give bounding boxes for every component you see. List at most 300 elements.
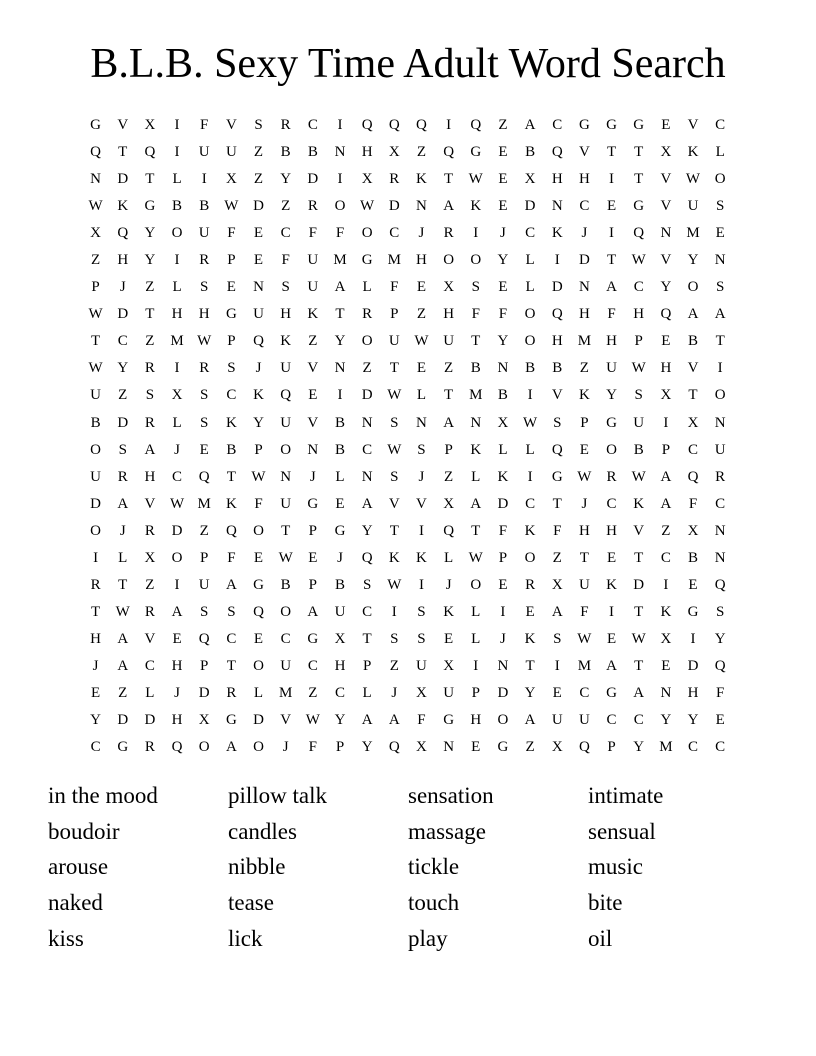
grid-cell-r9-c7: Q (253, 333, 264, 350)
grid-cell-r11-c5: S (200, 387, 209, 404)
grid-cell-r22-c13: X (416, 685, 427, 701)
grid-cell-r10-c20: U (606, 360, 617, 377)
grid-cell-r1-c21: G (633, 117, 645, 134)
grid-cell-r2-c1: Q (90, 144, 101, 161)
grid-cell-r3-c17: X (524, 171, 536, 188)
word-item: sensation (408, 783, 494, 808)
grid-cell-r8-c21: H (633, 306, 645, 323)
grid-cell-r15-c5: M (197, 495, 211, 512)
grid-cell-r6-c10: M (333, 252, 347, 269)
grid-cell-r6-c1: Z (90, 252, 101, 269)
grid-cell-r12-c5: S (200, 414, 209, 431)
grid-cell-r3-c20: I (609, 171, 615, 188)
grid-cell-r12-c4: L (172, 414, 182, 431)
grid-cell-r13-c4: J (174, 441, 180, 458)
grid-cell-r21-c6: T (226, 657, 236, 674)
word-item: nibble (228, 854, 286, 880)
grid-cell-r12-c17: W (522, 414, 538, 431)
grid-cell-r14-c8: N (280, 468, 292, 485)
grid-cell-r2-c20: T (606, 144, 617, 161)
grid-cell-r2-c5: U (198, 144, 210, 161)
grid-cell-r22-c12: J (391, 685, 398, 701)
grid-cell-r5-c10: F (335, 225, 345, 242)
grid-cell-r15-c11: A (361, 495, 373, 512)
grid-cell-r22-c2: Z (118, 685, 128, 701)
grid-cell-r6-c4: I (174, 252, 180, 269)
grid-cell-r16-c3: R (144, 522, 155, 539)
grid-cell-r14-c11: N (361, 468, 373, 485)
grid-cell-r14-c14: Z (444, 468, 454, 485)
grid-cell-r24-c3: R (144, 739, 155, 756)
grid-cell-r13-c13: S (417, 441, 426, 458)
grid-cell-r10-c24: I (717, 360, 723, 377)
word-item: sensual (588, 818, 656, 844)
grid-cell-r21-c21: T (634, 657, 644, 674)
grid-cell-r1-c18: C (552, 117, 563, 134)
grid-cell-r1-c5: F (200, 117, 209, 134)
grid-cell-r23-c21: C (633, 712, 644, 729)
grid-cell-r19-c4: A (171, 603, 183, 620)
grid-cell-r2-c19: V (578, 144, 590, 161)
grid-cell-r8-c1: W (88, 306, 103, 323)
grid-cell-r23-c10: Y (334, 712, 346, 729)
grid-row-8 (82, 301, 734, 328)
grid-row-7 (82, 274, 734, 301)
grid-cell-r24-c13: X (416, 739, 427, 756)
grid-cell-r1-c1: G (90, 117, 101, 134)
grid-row-21 (82, 653, 734, 680)
grid-cell-r19-c5: S (200, 603, 209, 620)
grid-cell-r3-c8: Y (280, 171, 292, 188)
grid-cell-r14-c17: I (527, 468, 533, 485)
grid-cell-r24-c12: Q (388, 739, 400, 756)
grid-cell-r2-c2: T (118, 144, 128, 161)
grid-cell-r17-c1: I (93, 549, 99, 566)
grid-cell-r20-c6: C (226, 630, 237, 647)
grid-cell-r23-c8: V (280, 712, 292, 729)
grid-cell-r3-c4: L (172, 171, 182, 188)
grid-cell-r11-c18: V (551, 387, 563, 404)
grid-cell-r23-c9: W (305, 712, 320, 729)
grid-cell-r9-c13: W (414, 333, 429, 350)
grid-cell-r22-c4: J (174, 685, 180, 701)
grid-cell-r20-c11: T (362, 630, 372, 647)
grid-cell-r24-c20: P (607, 739, 616, 756)
grid-row-2 (82, 139, 734, 166)
grid-cell-r17-c20: E (606, 549, 617, 566)
grid-cell-r11-c7: K (253, 387, 264, 404)
grid-cell-r10-c21: W (631, 360, 646, 377)
grid-cell-r5-c4: O (171, 225, 183, 242)
grid-cell-r18-c13: I (418, 576, 424, 593)
grid-cell-r21-c13: U (416, 657, 427, 674)
grid-cell-r15-c9: G (307, 495, 319, 512)
grid-cell-r16-c4: D (171, 522, 183, 539)
grid-cell-r16-c23: X (687, 522, 699, 539)
grid-cell-r5-c17: C (525, 225, 536, 242)
grid-cell-r20-c12: S (390, 630, 399, 647)
grid-cell-r17-c24: N (714, 549, 726, 566)
grid-cell-r12-c11: N (361, 414, 373, 431)
grid-cell-r4-c10: O (334, 198, 346, 215)
grid-cell-r16-c17: K (524, 522, 536, 539)
grid-cell-r6-c17: L (525, 252, 535, 269)
grid-cell-r21-c12: Z (389, 657, 399, 674)
grid-cell-r17-c5: P (200, 549, 209, 566)
grid-cell-r4-c4: B (172, 198, 183, 215)
grid-cell-r21-c10: H (334, 657, 346, 674)
grid-row-6 (82, 247, 734, 274)
grid-cell-r8-c6: G (225, 306, 237, 323)
grid-cell-r8-c15: F (471, 306, 480, 323)
grid-cell-r23-c5: X (198, 712, 210, 729)
grid-cell-r19-c16: I (500, 603, 506, 620)
grid-cell-r21-c1: J (92, 657, 99, 674)
grid-cell-r1-c12: Q (388, 117, 400, 134)
grid-cell-r21-c5: P (200, 657, 209, 674)
grid-cell-r12-c7: Y (253, 414, 264, 431)
grid-cell-r8-c23: A (687, 306, 699, 323)
grid-cell-r15-c13: V (416, 495, 427, 512)
grid-cell-r24-c15: E (471, 739, 481, 756)
grid-cell-r22-c8: M (279, 685, 293, 701)
grid-cell-r17-c4: O (171, 549, 183, 566)
grid-cell-r19-c14: K (443, 603, 455, 620)
grid-cell-r2-c24: L (715, 144, 725, 161)
grid-cell-r9-c16: Y (497, 333, 509, 350)
grid-cell-r20-c17: K (524, 630, 536, 647)
grid-cell-r12-c3: R (144, 414, 155, 431)
grid-cell-r8-c9: K (307, 306, 319, 323)
grid-cell-r8-c4: H (171, 306, 183, 323)
grid-cell-r22-c21: A (633, 685, 645, 701)
grid-cell-r19-c11: C (362, 603, 373, 620)
grid-cell-r13-c15: K (470, 441, 482, 458)
grid-cell-r2-c6: U (225, 144, 237, 161)
grid-cell-r16-c2: J (119, 522, 126, 539)
grid-cell-r21-c20: A (606, 657, 617, 674)
grid-cell-r18-c10: B (334, 576, 345, 593)
grid-cell-r19-c9: A (307, 603, 319, 620)
grid-cell-r15-c23: F (688, 495, 698, 512)
grid-cell-r18-c22: I (663, 576, 669, 593)
grid-cell-r1-c19: G (578, 117, 590, 134)
grid-cell-r18-c17: R (525, 576, 536, 593)
word-item: candles (228, 818, 297, 844)
grid-cell-r12-c6: K (225, 414, 237, 431)
grid-cell-r24-c16: G (497, 739, 509, 756)
grid-cell-r9-c19: M (577, 333, 592, 350)
grid-cell-r18-c4: I (174, 576, 180, 593)
grid-cell-r9-c9: Z (308, 333, 318, 350)
grid-cell-r11-c9: E (308, 387, 318, 404)
grid-cell-r6-c23: Y (687, 252, 699, 269)
grid-cell-r22-c17: Y (524, 685, 536, 701)
grid-cell-r15-c12: V (388, 495, 400, 512)
grid-cell-r19-c13: S (417, 603, 426, 620)
grid-row-23 (82, 707, 734, 734)
grid-cell-r13-c10: B (334, 441, 345, 458)
grid-cell-r4-c17: D (524, 198, 536, 215)
grid-cell-r12-c20: G (606, 414, 617, 431)
grid-cell-r16-c8: T (281, 522, 291, 539)
grid-cell-r7-c14: X (443, 279, 455, 296)
grid-cell-r15-c20: C (606, 495, 617, 512)
grid-cell-r21-c11: P (362, 657, 372, 674)
grid-cell-r20-c22: X (660, 630, 672, 647)
grid-cell-r21-c2: A (117, 657, 129, 674)
grid-cell-r7-c5: S (200, 279, 209, 296)
grid-cell-r10-c7: J (255, 360, 262, 377)
grid-cell-r13-c19: E (579, 441, 589, 458)
grid-cell-r5-c2: Q (117, 225, 129, 242)
grid-cell-r1-c13: Q (416, 117, 427, 134)
grid-cell-r5-c22: N (660, 225, 672, 242)
grid-cell-r1-c4: I (174, 117, 180, 134)
grid-cell-r3-c24: O (714, 171, 726, 188)
grid-cell-r20-c23: I (690, 630, 696, 647)
grid-cell-r9-c22: E (661, 333, 671, 350)
grid-cell-r7-c2: J (119, 279, 126, 296)
grid-cell-r3-c13: K (416, 171, 427, 188)
grid-cell-r3-c1: N (90, 171, 101, 188)
grid-cell-r1-c20: G (606, 117, 617, 134)
grid-cell-r22-c19: C (579, 685, 590, 701)
grid-cell-r8-c12: P (390, 306, 399, 323)
grid-cell-r22-c18: E (552, 685, 562, 701)
grid-cell-r10-c6: S (227, 360, 236, 377)
grid-cell-r5-c18: K (551, 225, 563, 242)
grid-cell-r1-c3: X (144, 117, 156, 134)
grid-cell-r18-c15: O (470, 576, 482, 593)
grid-cell-r14-c19: W (577, 468, 592, 485)
grid-cell-r13-c8: O (280, 441, 292, 458)
grid-row-16 (82, 518, 734, 545)
grid-cell-r20-c1: H (90, 630, 101, 647)
grid-cell-r15-c4: W (169, 495, 185, 512)
grid-cell-r19-c3: R (144, 603, 155, 620)
grid-cell-r17-c10: J (337, 549, 343, 566)
grid-cell-r12-c21: U (633, 414, 645, 431)
grid-cell-r9-c11: O (361, 333, 373, 350)
grid-cell-r23-c2: D (117, 712, 129, 729)
grid-cell-r1-c10: I (337, 117, 343, 134)
grid-cell-r11-c24: O (714, 387, 726, 404)
grid-cell-r12-c10: B (334, 414, 345, 431)
grid-cell-r8-c7: U (253, 306, 264, 323)
grid-cell-r12-c12: S (390, 414, 399, 431)
grid-cell-r12-c1: B (90, 414, 101, 431)
grid-cell-r12-c18: S (553, 414, 562, 431)
grid-cell-r13-c16: L (498, 441, 508, 458)
grid-cell-r21-c3: C (144, 657, 155, 674)
grid-row-11 (82, 382, 734, 409)
grid-cell-r4-c20: E (606, 198, 617, 215)
grid-cell-r10-c2: Y (117, 360, 129, 377)
grid-cell-r21-c16: N (497, 657, 509, 674)
grid-cell-r14-c5: Q (198, 468, 210, 485)
grid-cell-r24-c21: Y (633, 739, 645, 756)
grid-cell-r18-c16: E (498, 576, 508, 593)
grid-cell-r6-c24: N (714, 252, 726, 269)
grid-row-24 (82, 734, 734, 761)
grid-cell-r19-c22: K (660, 603, 672, 620)
grid-cell-r14-c3: H (144, 468, 156, 485)
grid-cell-r22-c7: L (253, 685, 264, 701)
grid-cell-r18-c14: J (445, 576, 452, 593)
word-item: music (588, 854, 643, 880)
grid-cell-r24-c19: Q (578, 739, 590, 756)
grid-cell-r20-c5: Q (198, 630, 210, 647)
grid-cell-r7-c10: A (334, 279, 346, 296)
grid-cell-r20-c18: S (553, 630, 562, 647)
grid-cell-r6-c9: U (307, 252, 319, 269)
grid-cell-r13-c11: C (362, 441, 373, 458)
grid-cell-r3-c6: X (225, 171, 237, 188)
grid-cell-r19-c7: Q (253, 603, 264, 620)
grid-cell-r6-c7: E (253, 252, 264, 269)
grid-cell-r3-c14: T (444, 171, 454, 188)
grid-cell-r21-c4: H (171, 657, 183, 674)
grid-row-14 (82, 464, 734, 491)
grid-cell-r8-c2: D (117, 306, 129, 323)
grid-cell-r15-c21: K (633, 495, 645, 512)
grid-cell-r12-c2: D (117, 414, 129, 431)
grid-cell-r4-c3: G (144, 198, 156, 215)
grid-cell-r18-c12: W (387, 576, 402, 593)
grid-cell-r18-c23: E (688, 576, 698, 593)
grid-cell-r16-c24: N (714, 522, 726, 539)
grid-cell-r5-c8: C (280, 225, 291, 242)
word-list-column-1 (48, 778, 228, 957)
grid-cell-r17-c17: O (524, 549, 536, 566)
grid-cell-r18-c21: D (633, 576, 645, 593)
grid-cell-r9-c5: W (197, 333, 212, 350)
grid-cell-r10-c18: B (552, 360, 563, 377)
grid-cell-r15-c14: X (443, 495, 455, 512)
grid-cell-r3-c21: T (634, 171, 644, 188)
grid-cell-r9-c21: P (634, 333, 643, 350)
grid-cell-r8-c8: H (280, 306, 292, 323)
grid-cell-r4-c21: G (633, 198, 645, 215)
grid-cell-r15-c18: T (552, 495, 562, 512)
grid-cell-r8-c10: T (335, 306, 345, 323)
grid-cell-r2-c14: Q (443, 144, 455, 161)
grid-cell-r23-c4: H (171, 712, 183, 729)
grid-cell-r22-c10: C (334, 685, 345, 701)
grid-cell-r11-c8: Q (280, 387, 292, 404)
grid-cell-r6-c18: I (554, 252, 560, 269)
grid-cell-r17-c22: C (660, 549, 671, 566)
grid-cell-r6-c14: O (443, 252, 455, 269)
grid-cell-r18-c11: S (362, 576, 372, 593)
grid-cell-r3-c16: E (498, 171, 508, 188)
page-title: B.L.B. Sexy Time Adult Word Search (90, 41, 726, 87)
grid-cell-r4-c9: R (307, 198, 318, 215)
grid-cell-r13-c24: U (714, 441, 726, 458)
grid-cell-r22-c15: P (471, 685, 480, 701)
grid-cell-r19-c15: L (471, 603, 481, 620)
grid-cell-r3-c18: H (551, 171, 563, 188)
grid-cell-r16-c19: H (578, 522, 590, 539)
grid-cell-r14-c16: K (497, 468, 509, 485)
grid-row-17 (82, 545, 734, 572)
grid-cell-r7-c3: Z (145, 279, 155, 296)
grid-cell-r2-c11: H (361, 144, 373, 161)
grid-row-22 (82, 680, 734, 707)
grid-cell-r11-c22: X (660, 387, 672, 404)
grid-cell-r4-c6: W (224, 198, 239, 215)
grid-cell-r5-c11: O (361, 225, 373, 242)
grid-cell-r11-c16: B (497, 387, 508, 404)
grid-row-4 (82, 193, 734, 220)
grid-cell-r2-c7: Z (253, 144, 264, 161)
grid-cell-r24-c7: O (253, 739, 264, 756)
grid-cell-r14-c1: U (90, 468, 101, 485)
grid-cell-r15-c19: J (581, 495, 588, 512)
grid-cell-r4-c22: V (660, 198, 672, 215)
grid-cell-r12-c9: V (307, 414, 319, 431)
grid-cell-r23-c22: Y (660, 712, 672, 729)
grid-cell-r5-c20: I (609, 225, 615, 242)
grid-cell-r17-c15: W (468, 549, 483, 566)
grid-cell-r2-c12: X (388, 144, 400, 161)
grid-cell-r1-c2: V (117, 117, 129, 134)
word-item: bite (588, 890, 623, 916)
grid-cell-r4-c19: C (579, 198, 590, 215)
grid-cell-r18-c8: B (280, 576, 291, 593)
grid-cell-r4-c23: U (687, 198, 699, 215)
grid-cell-r19-c21: T (634, 603, 644, 620)
grid-cell-r21-c22: E (661, 657, 671, 674)
grid-cell-r23-c14: G (443, 712, 455, 729)
grid-cell-r23-c24: E (715, 712, 725, 729)
grid-cell-r19-c18: A (551, 603, 563, 620)
grid-cell-r19-c6: S (227, 603, 236, 620)
grid-cell-r23-c18: U (551, 712, 563, 729)
grid-cell-r13-c14: P (444, 441, 453, 458)
grid-cell-r14-c4: C (172, 468, 183, 485)
grid-cell-r9-c8: K (280, 333, 292, 350)
grid-cell-r14-c6: T (226, 468, 236, 485)
grid-cell-r2-c16: E (498, 144, 508, 161)
grid-cell-r14-c21: W (631, 468, 646, 485)
grid-cell-r17-c9: E (308, 549, 318, 566)
grid-cell-r7-c24: S (716, 279, 725, 296)
grid-cell-r3-c7: Z (253, 171, 264, 188)
grid-cell-r10-c22: H (660, 360, 672, 377)
grid-cell-r14-c13: J (418, 468, 425, 485)
grid-cell-r15-c10: E (335, 495, 345, 512)
grid-cell-r20-c20: E (606, 630, 617, 647)
grid-cell-r13-c12: W (387, 441, 402, 458)
grid-cell-r22-c16: D (497, 685, 509, 701)
grid-cell-r12-c23: X (687, 414, 699, 431)
grid-cell-r17-c8: W (278, 549, 293, 566)
grid-cell-r21-c19: M (577, 657, 592, 674)
grid-cell-r22-c1: E (90, 685, 101, 701)
grid-cell-r22-c20: G (606, 685, 617, 701)
grid-cell-r24-c9: F (308, 739, 317, 756)
grid-cell-r16-c15: T (471, 522, 481, 539)
grid-row-1 (82, 112, 734, 139)
grid-cell-r5-c19: J (581, 225, 588, 242)
word-item: intimate (588, 783, 664, 808)
grid-cell-r5-c7: E (253, 225, 264, 242)
grid-cell-r11-c17: I (527, 387, 533, 404)
grid-cell-r12-c22: I (663, 414, 669, 431)
grid-cell-r23-c16: O (497, 712, 509, 729)
